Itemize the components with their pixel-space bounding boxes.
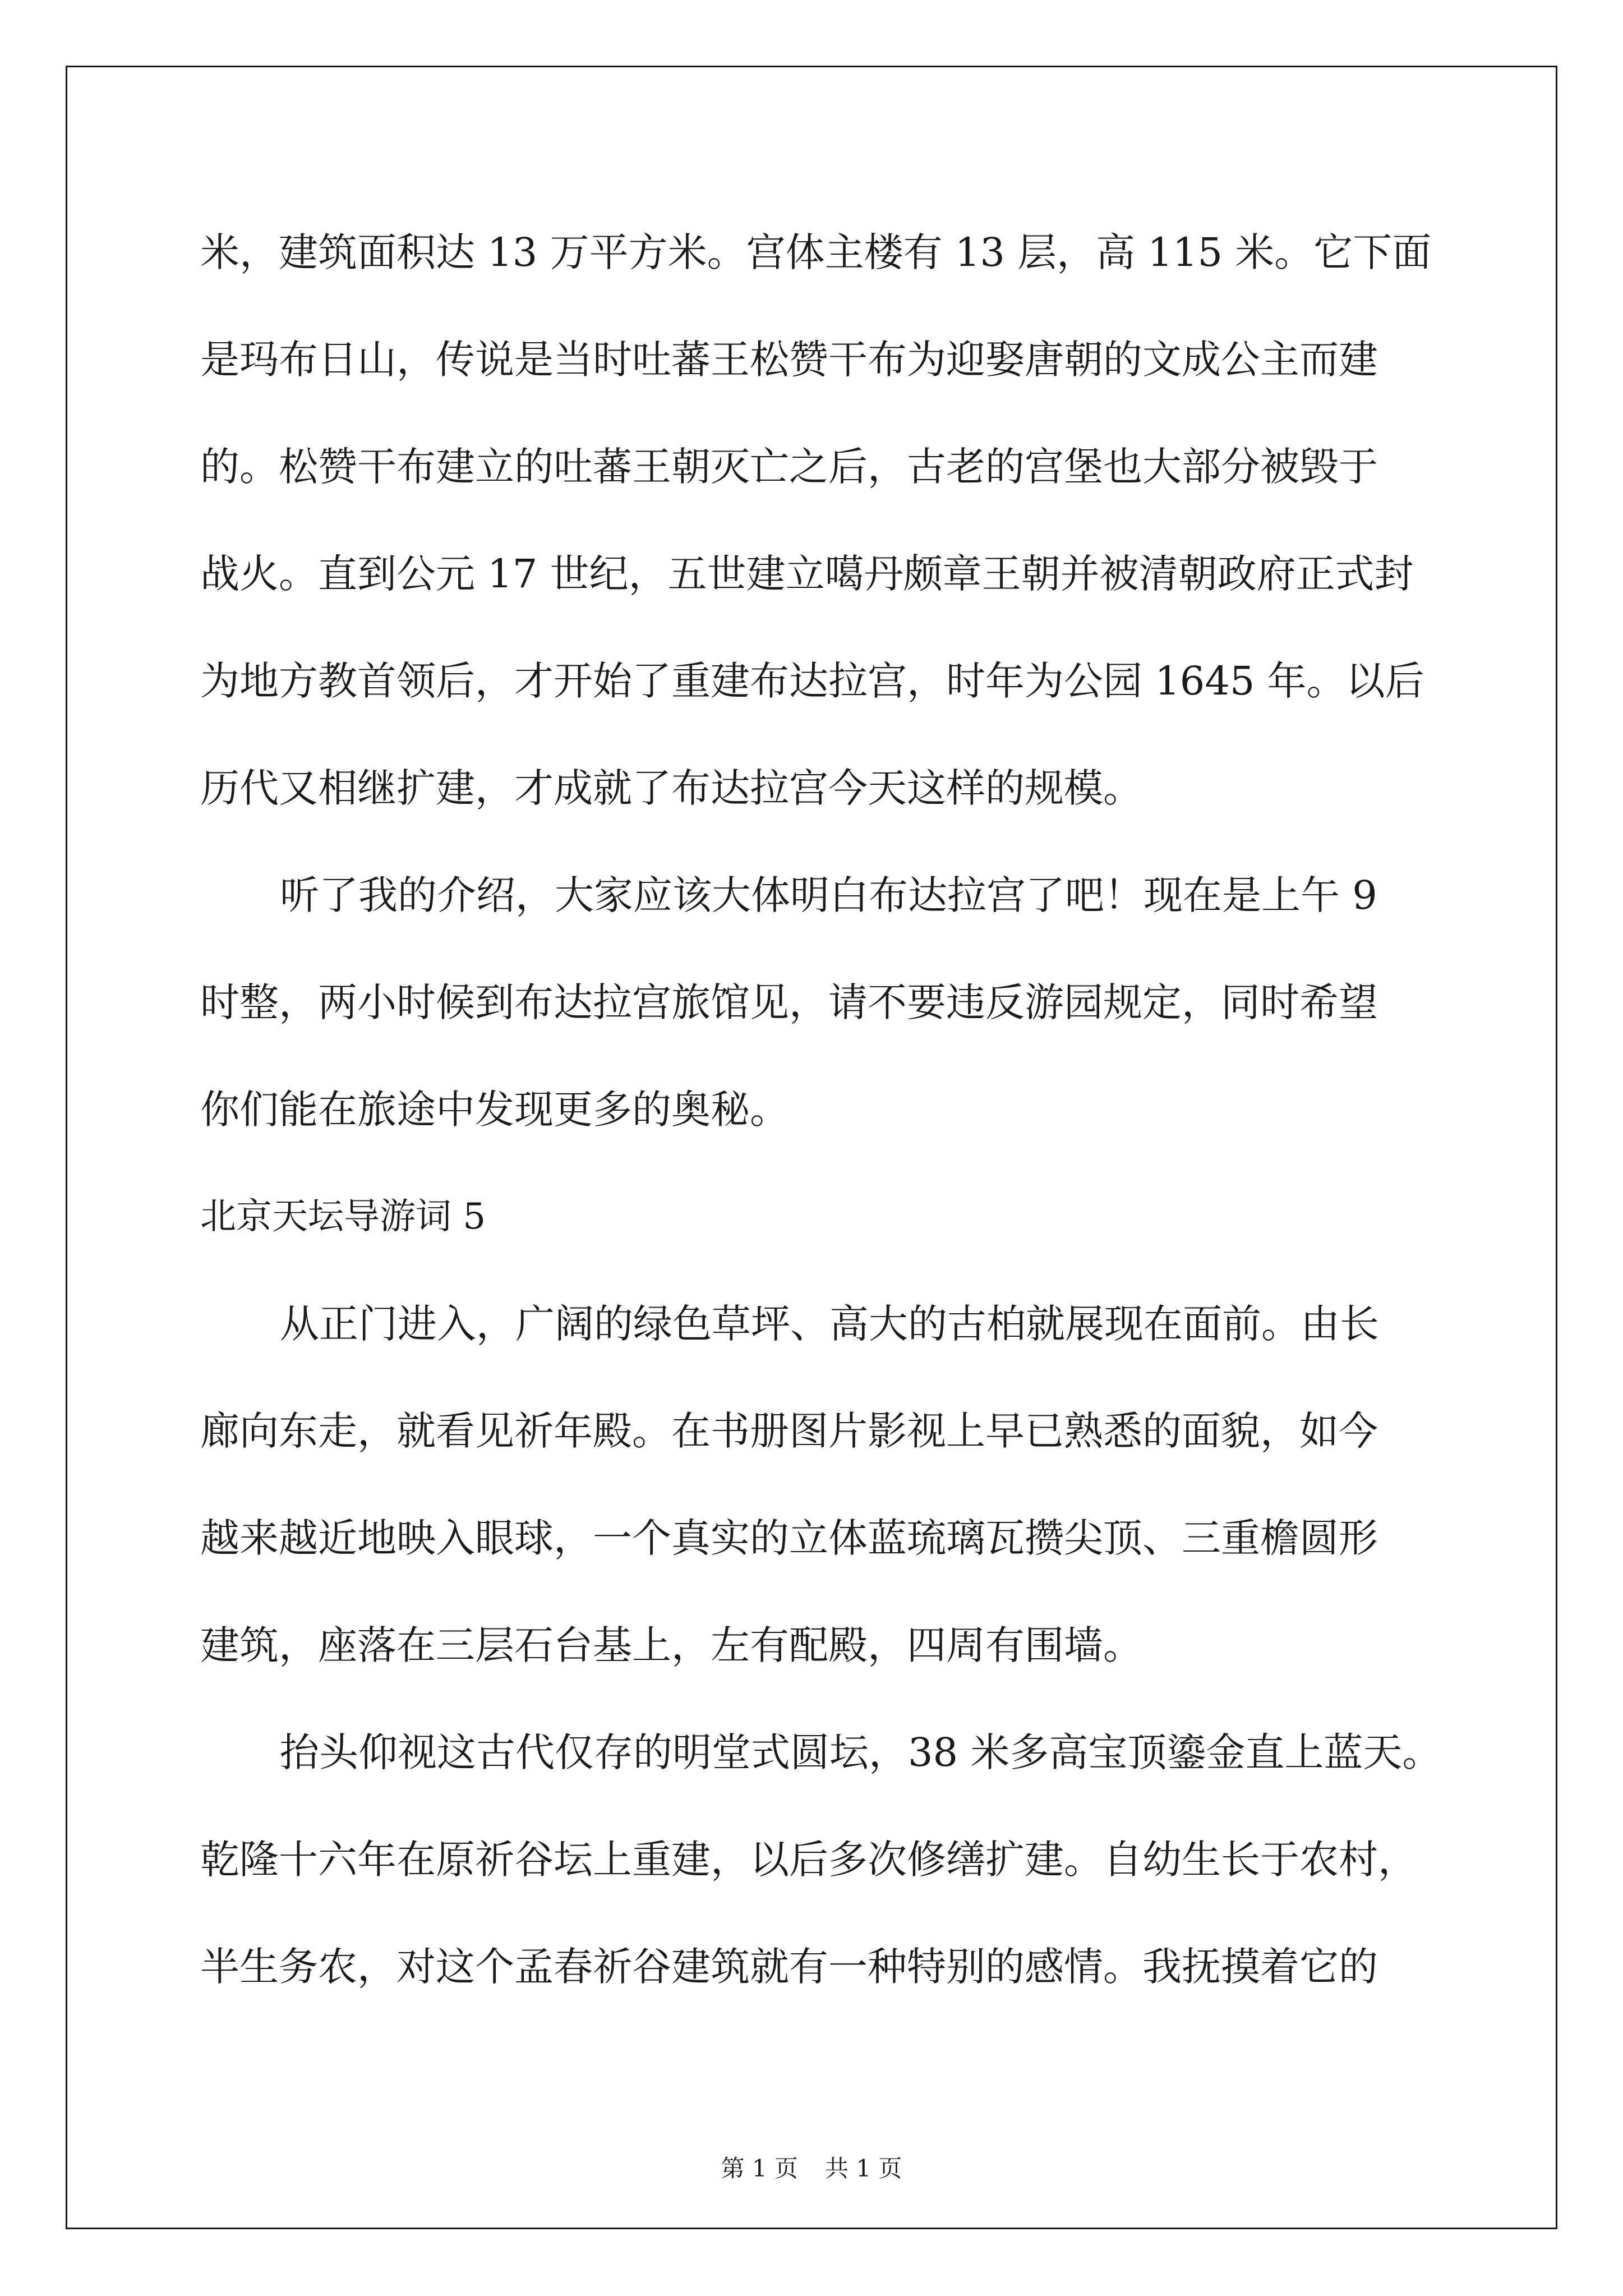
body-text-line: 时整，两小时候到布达拉宫旅馆见，请不要违反游园规定，同时希望 — [200, 979, 1378, 1025]
body-text-line: 的。松赞干布建立的吐蕃王朝灭亡之后，古老的宫堡也大部分被毁于 — [200, 444, 1378, 490]
page-footer — [0, 2153, 1623, 2184]
body-text-line: 从正门进入，广阔的绿色草坪、高大的古柏就展现在面前。由长 — [280, 1301, 1379, 1347]
body-text-line: 历代又相继扩建，才成就了布达拉宫今天这样的规模。 — [200, 765, 1142, 811]
body-text-line: 战火。直到公元 17 世纪，五世建立噶丹颇章王朝并被清朝政府正式封 — [200, 551, 1414, 597]
body-text-line: 为地方教首领后，才开始了重建布达拉宫，时年为公园 1645 年。以后 — [200, 658, 1424, 704]
body-text-line: 你们能在旅途中发现更多的奥秘。 — [200, 1087, 789, 1133]
page-border — [66, 66, 1557, 2229]
body-text-line: 是玛布日山，传说是当时吐蕃王松赞干布为迎娶唐朝的文成公主而建 — [200, 337, 1378, 383]
body-text-line: 乾隆十六年在原祈谷坛上重建，以后多次修缮扩建。自幼生长于农村， — [200, 1837, 1417, 1883]
body-text-line: 听了我的介绍，大家应该大体明白布达拉宫了吧！现在是上午 9 — [280, 872, 1377, 918]
section-heading: 北京天坛导游词 5 — [200, 1196, 486, 1237]
body-text-line: 越来越近地映入眼球，一个真实的立体蓝琉璃瓦攒尖顶、三重檐圆形 — [200, 1515, 1378, 1561]
body-text-line: 米，建筑面积达 13 万平方米。宫体主楼有 13 层，高 115 米。它下面 — [200, 229, 1432, 275]
page-number: 第 1 页 — [721, 2155, 798, 2182]
page-total: 共 1 页 — [825, 2155, 902, 2182]
body-text-line: 抬头仰视这古代仅存的明堂式圆坛，38 米多高宝顶鎏金直上蓝天。 — [280, 1729, 1442, 1775]
body-text-line: 廊向东走，就看见祈年殿。在书册图片影视上早已熟悉的面貌，如今 — [200, 1408, 1378, 1454]
body-text-line: 半生务农，对这个孟春祈谷建筑就有一种特别的感情。我抚摸着它的 — [200, 1944, 1378, 1990]
body-text-line: 建筑，座落在三层石台基上，左有配殿，四周有围墙。 — [200, 1622, 1142, 1668]
